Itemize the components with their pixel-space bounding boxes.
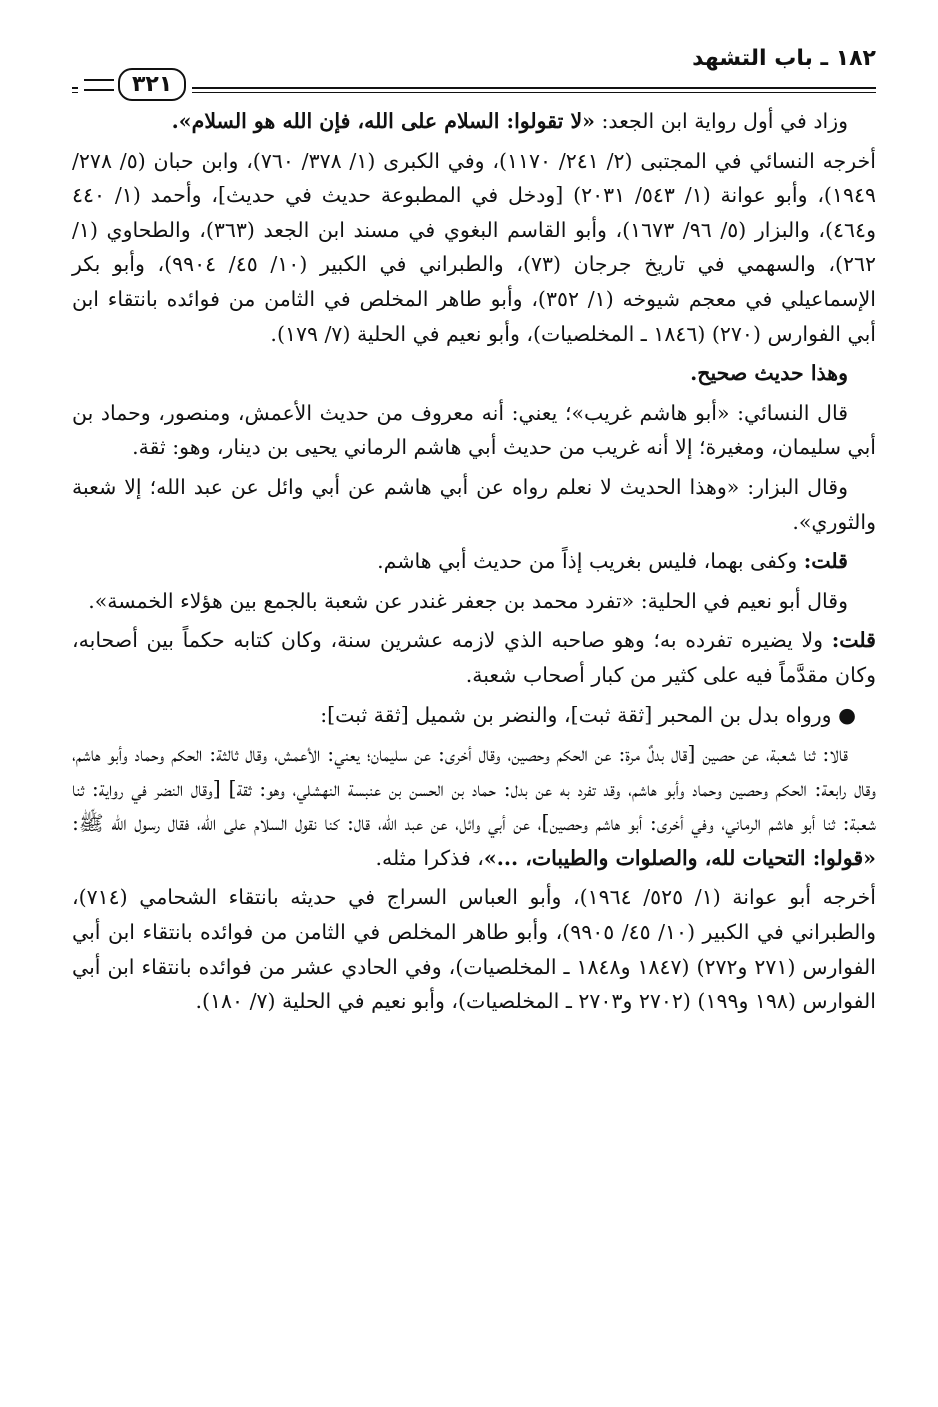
paragraph-text: وكفى بهما، فليس بغريب إذاً من حديث أبي هاشم. bbox=[377, 549, 804, 574]
hadith-quote: «لا تقولوا: السلام على الله، فإن الله هو السلام». bbox=[171, 109, 595, 133]
paragraph bbox=[72, 104, 876, 139]
paragraph-text: ولا يضيره تفرده به؛ وهو صاحبه الذي لازمه عشرين سنة، وكان كتابه حكماً بين أصحابه، وكان مقدَّماً فيه على كثير من كبار أصحاب شعبة. bbox=[72, 628, 876, 687]
paragraph-text: قالا: ثنا شعبة، عن حصين [قال بدلٌ مرة: عن الحكم وحصين، وقال أخرى: عن سليمان؛ يعني: الأعمش، وقال ثالثة: الحكم وحماد وأبو هاشم، وقال رابعة: الحكم وحصين وحماد وأبو هاشم، وقد تفرد به عن بدل: حماد بن الحسن بن عنبسة النهشلي، وهو: ثقة] [وقال النضر في رواية: ثنا شعبة: ثنا أبو هاشم الرماني، وفي أخرى: أبو هاشم وحصين]، عن أبي وائل، عن عبد الله، قال: كنا نقول السلام على الله، فقال رسول الله ﷺ: bbox=[72, 742, 876, 836]
paragraph: وقال أبو نعيم في الحلية: «تفرد محمد بن جعفر غندر عن شعبة بالجمع بين هؤلاء الخمسة». bbox=[88, 588, 848, 613]
body-text bbox=[72, 104, 876, 1019]
ruling-statement: وهذا حديث صحيح. bbox=[690, 361, 848, 386]
paragraph bbox=[72, 356, 876, 391]
paragraph: قال النسائي: «أبو هاشم غريب»؛ يعني: أنه معروف من حديث الأعمش، ومنصور، وحماد بن أبي سليمان، ومغيرة؛ إلا أنه غريب من حديث أبي هاشم الرماني يحيى بن دينار، وهو: ثقة. bbox=[72, 400, 876, 460]
paragraph-text: ، فذكرا مثله. bbox=[375, 845, 484, 870]
paragraph bbox=[72, 623, 876, 692]
author-label: قلت: bbox=[831, 628, 876, 653]
ornament-lines bbox=[84, 79, 114, 91]
bullet-paragraph: ● ورواه بدل بن المحبر [ثقة ثبت]، والنضر بن شميل [ثقة ثبت]: bbox=[320, 702, 856, 727]
paragraph bbox=[72, 544, 876, 579]
header-rule bbox=[72, 87, 876, 93]
paragraph bbox=[72, 737, 876, 875]
author-label: قلت: bbox=[803, 549, 848, 574]
paragraph: أخرجه أبو عوانة (١/ ٥٢٥/ ١٩٦٤)، وأبو العباس السراج في حديثه بانتقاء الشحامي (٧١٤)، والطبراني في الكبير (١٠/ ٤٥/ ٩٩٠٥)، وأبو طاهر المخلص في الثامن من فوائده بانتقاء ابن أبي الفوارس (٢٧١ و٢٧٢) (١٨٤٧ و١٨٤٨ ـ المخلصيات)، وفي الحادي عشر من فوائده بانتقاء ابن أبي الفوارس (١٩٨ و١٩٩) (٢٧٠٢ و٢٧٠٣ ـ المخلصيات)، وأبو نعيم في الحلية (٧/ ١٨٠). bbox=[72, 885, 876, 1014]
paragraph: وقال البزار: «وهذا الحديث لا نعلم رواه عن أبي هاشم عن أبي وائل عن عبد الله؛ إلا شعبة والثوري». bbox=[72, 474, 876, 534]
paragraph-text: وزاد في أول رواية ابن الجعد: bbox=[594, 109, 848, 133]
page-number: ٣٢١ bbox=[118, 68, 186, 101]
page-number-ornament bbox=[78, 68, 192, 101]
chapter-title: ١٨٢ ـ باب التشهد bbox=[692, 46, 876, 71]
hadith-quote: «قولوا: التحيات لله، والصلوات والطيبات، ...» bbox=[483, 845, 876, 870]
paragraph: أخرجه النسائي في المجتبى (٢/ ٢٤١/ ١١٧٠)، وفي الكبرى (١/ ٣٧٨/ ٧٦٠)، وابن حبان (٥/ ٢٧٨/ ١٩٤٩)، وأبو عوانة (١/ ٥٤٣/ ٢٠٣١) [ودخل في المطبوعة حديث في حديث]، وأحمد (١/ ٤٤٠ و٤٦٤)، والبزار (٥/ ٩٦/ ١٦٧٣)، وأبو القاسم البغوي في مسند ابن الجعد (٣٦٣)، والطحاوي (١/ ٢٦٢)، والسهمي في تاريخ جرجان (٧٣)، والطبراني في الكبير (١٠/ ٤٥/ ٩٩٠٤)، وأبو بكر الإسماعيلي في معجم شيوخه (١/ ٣٥٢)، وأبو طاهر المخلص في الثامن من فوائده بانتقاء ابن أبي الفوارس (٢٧٠) (١٨٤٦ ـ المخلصيات)، وأبو نعيم في الحلية (٧/ ١٧٩). bbox=[72, 148, 876, 346]
page-header bbox=[72, 40, 876, 104]
